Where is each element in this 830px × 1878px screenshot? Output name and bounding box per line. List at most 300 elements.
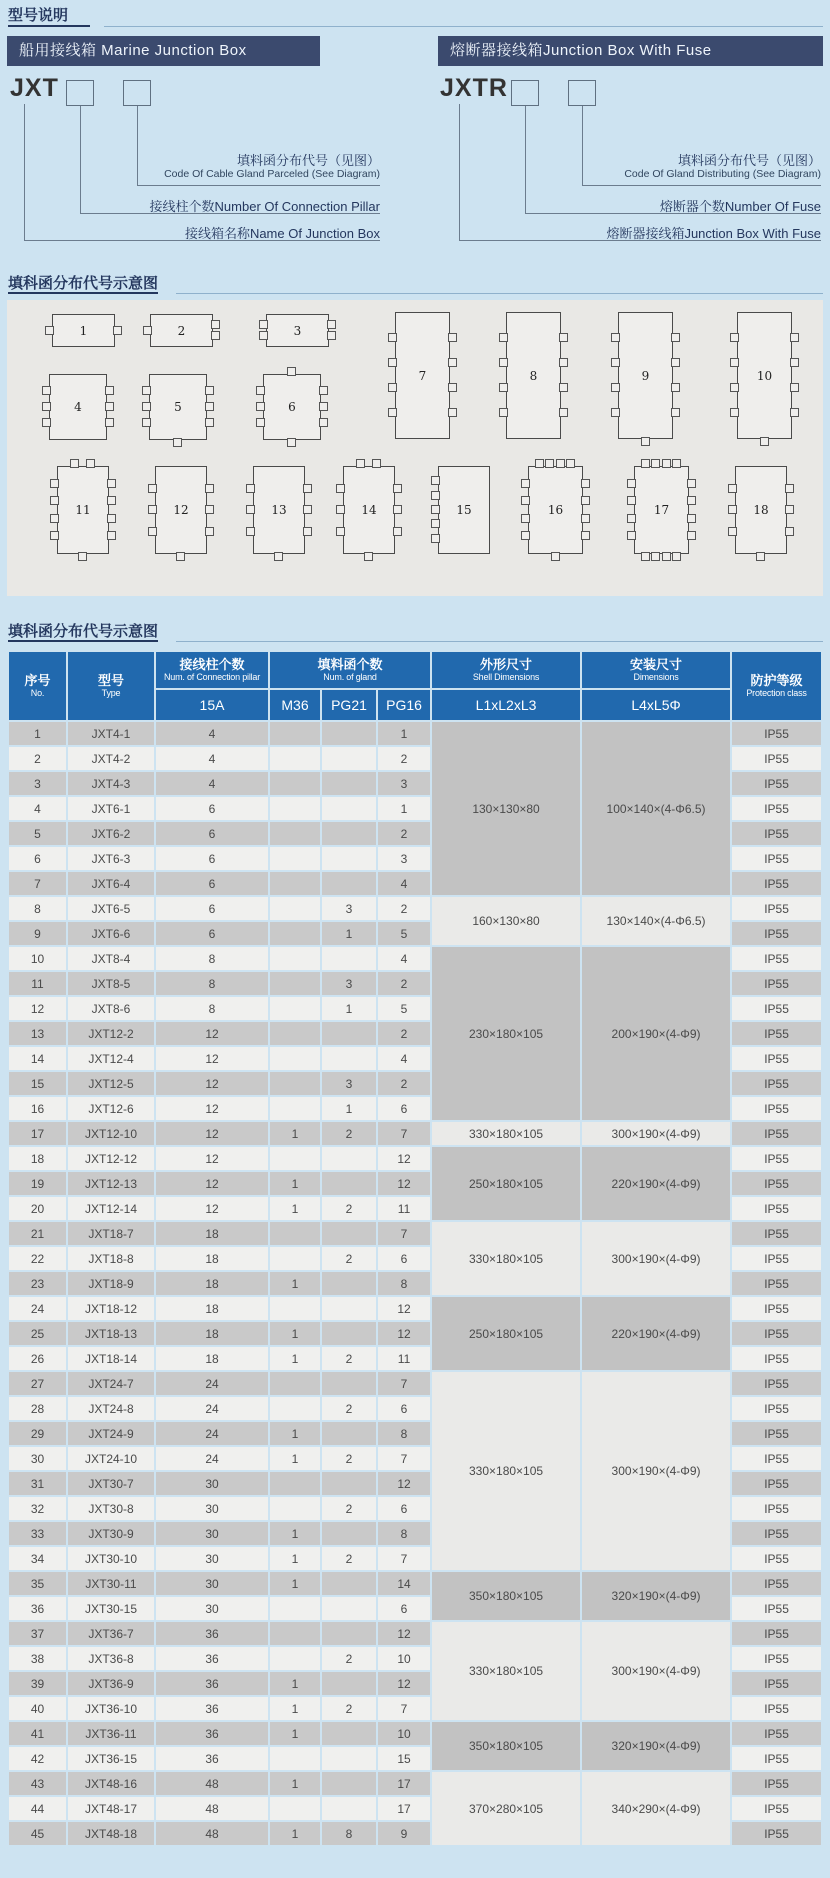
cell-no: 37: [9, 1622, 66, 1645]
gland-tab: [662, 459, 671, 468]
cell-m36: [270, 1622, 320, 1645]
gland-box-number: 10: [756, 368, 773, 383]
cell-m36: [270, 1247, 320, 1270]
cell-no: 6: [9, 847, 66, 870]
cell-protection-class: IP55: [732, 1672, 821, 1695]
gland-tab: [641, 459, 650, 468]
gland-box-18: [735, 466, 787, 554]
gland-tab: [50, 496, 59, 505]
gland-tab: [556, 459, 565, 468]
gland-tab: [790, 358, 799, 367]
cell-pg21: 1: [322, 997, 376, 1020]
cell-pg16: 1: [378, 797, 430, 820]
cell-protection-class: IP55: [732, 1572, 821, 1595]
cell-pg16: 4: [378, 1047, 430, 1070]
col-header-pillar: [156, 652, 268, 688]
section-title-gland-diagram: 填科函分布代号示意图: [8, 275, 159, 292]
gland-tab: [687, 479, 696, 488]
cell-15a: 18: [156, 1347, 268, 1370]
cell-pg21: [322, 872, 376, 895]
cell-m36: [270, 1397, 320, 1420]
cell-no: 33: [9, 1522, 66, 1545]
cell-pg21: [322, 1597, 376, 1620]
gland-tab: [448, 408, 457, 417]
cell-no: 40: [9, 1697, 66, 1720]
cell-pg16: 11: [378, 1197, 430, 1220]
gland-tab: [303, 505, 312, 514]
cell-15a: 24: [156, 1422, 268, 1445]
cell-no: 39: [9, 1672, 66, 1695]
cell-pg16: 7: [378, 1122, 430, 1145]
gland-tab: [259, 320, 268, 329]
cell-shell-dimensions: 230×180×105: [432, 947, 580, 1120]
cell-no: 18: [9, 1147, 66, 1170]
cell-protection-class: IP55: [732, 1222, 821, 1245]
cell-type: JXT12-2: [68, 1022, 154, 1045]
subheader-pg16: PG16: [378, 690, 430, 720]
gland-tab: [651, 459, 660, 468]
cell-pg16: 12: [378, 1297, 430, 1320]
gland-tab: [687, 531, 696, 540]
cell-m36: [270, 822, 320, 845]
cell-no: 14: [9, 1047, 66, 1070]
label-box-name: 熔断器接线箱Junction Box With Fuse: [606, 226, 821, 241]
cell-15a: 18: [156, 1272, 268, 1295]
gland-tab: [662, 552, 671, 561]
cell-protection-class: IP55: [732, 1122, 821, 1145]
gland-tab: [50, 531, 59, 540]
cell-protection-class: IP55: [732, 1147, 821, 1170]
gland-tab: [790, 333, 799, 342]
cell-15a: 6: [156, 872, 268, 895]
cell-m36: [270, 1097, 320, 1120]
table-row: [9, 1622, 821, 1645]
section-title-spec-table: 填科函分布代号示意图: [8, 623, 159, 640]
cell-type: JXT8-5: [68, 972, 154, 995]
gland-tab: [388, 333, 397, 342]
gland-tab: [672, 459, 681, 468]
cell-type: JXT36-11: [68, 1722, 154, 1745]
cell-protection-class: IP55: [732, 1097, 821, 1120]
col-header-shell-en: Shell Dimensions: [472, 672, 540, 682]
gland-tab: [356, 459, 365, 468]
cell-15a: 4: [156, 772, 268, 795]
gland-box-number: 4: [74, 400, 82, 414]
cell-shell-dimensions: 330×180×105: [432, 1222, 580, 1295]
cell-shell-dimensions: 350×180×105: [432, 1722, 580, 1770]
cell-mounting-dimensions: 340×290×(4-Φ9): [582, 1772, 730, 1845]
gland-tab: [627, 479, 636, 488]
cell-m36: [270, 1047, 320, 1070]
gland-tab: [431, 491, 440, 500]
gland-box-8: [506, 312, 561, 439]
cell-no: 25: [9, 1322, 66, 1345]
gland-tab: [393, 527, 402, 536]
gland-tab: [259, 331, 268, 340]
cell-shell-dimensions: 370×280×105: [432, 1772, 580, 1845]
cell-pg16: 10: [378, 1722, 430, 1745]
cell-type: JXT48-16: [68, 1772, 154, 1795]
gland-tab: [671, 358, 680, 367]
gland-tab: [256, 418, 265, 427]
cell-m36: [270, 1372, 320, 1395]
cell-type: JXT12-5: [68, 1072, 154, 1095]
cell-mounting-dimensions: 100×140×(4-Φ6.5): [582, 722, 730, 895]
label-gland-code-cn: 填料函分布代号（见图）: [677, 153, 821, 168]
cell-pg16: 12: [378, 1147, 430, 1170]
cell-no: 21: [9, 1222, 66, 1245]
cell-type: JXT24-10: [68, 1447, 154, 1470]
gland-tab: [728, 527, 737, 536]
cell-pg21: 3: [322, 972, 376, 995]
cell-pg21: [322, 1747, 376, 1770]
gland-tab: [364, 552, 373, 561]
gland-tab: [105, 402, 114, 411]
cell-mounting-dimensions: 300×190×(4-Φ9): [582, 1372, 730, 1570]
cell-pg16: 7: [378, 1447, 430, 1470]
label-gland-code-en: Code Of Gland Distributing (See Diagram): [624, 168, 821, 180]
col-header-gland: [270, 652, 430, 688]
gland-tab: [499, 358, 508, 367]
gland-tab: [790, 408, 799, 417]
gland-tab: [303, 484, 312, 493]
col-header-no-cn: 序号: [24, 673, 51, 688]
cell-pg21: [322, 1147, 376, 1170]
cell-type: JXT30-11: [68, 1572, 154, 1595]
gland-tab: [107, 531, 116, 540]
cell-pg21: 2: [322, 1447, 376, 1470]
table-row: [9, 1772, 821, 1795]
cell-no: 44: [9, 1797, 66, 1820]
cell-pg21: 3: [322, 1072, 376, 1095]
gland-tab: [448, 358, 457, 367]
cell-pg16: 12: [378, 1472, 430, 1495]
cell-type: JXT18-14: [68, 1347, 154, 1370]
gland-tab: [651, 552, 660, 561]
cell-pg21: 2: [322, 1397, 376, 1420]
cell-m36: [270, 972, 320, 995]
cell-15a: 8: [156, 997, 268, 1020]
cell-m36: [270, 1797, 320, 1820]
cell-m36: [270, 1597, 320, 1620]
col-header-shell: [432, 652, 580, 688]
cell-pg21: [322, 772, 376, 795]
gland-tab: [641, 437, 650, 446]
cell-15a: 36: [156, 1672, 268, 1695]
gland-box-13: [253, 466, 305, 554]
cell-mounting-dimensions: 300×190×(4-Φ9): [582, 1122, 730, 1145]
col-header-gland-en: Num. of gland: [323, 672, 377, 682]
gland-box-14: [343, 466, 395, 554]
cell-no: 31: [9, 1472, 66, 1495]
cell-15a: 36: [156, 1622, 268, 1645]
cell-shell-dimensions: 250×180×105: [432, 1147, 580, 1220]
gland-tab: [303, 527, 312, 536]
cell-protection-class: IP55: [732, 1522, 821, 1545]
cell-mounting-dimensions: 220×190×(4-Φ9): [582, 1147, 730, 1220]
cell-15a: 18: [156, 1222, 268, 1245]
cell-15a: 30: [156, 1597, 268, 1620]
gland-tab: [687, 514, 696, 523]
subheader-l1l2l3: L1xL2xL3: [432, 690, 580, 720]
cell-pg21: [322, 1797, 376, 1820]
gland-tab: [42, 418, 51, 427]
cell-m36: [270, 1072, 320, 1095]
cell-pg21: [322, 1047, 376, 1070]
cell-pg16: 6: [378, 1597, 430, 1620]
cell-pg16: 8: [378, 1422, 430, 1445]
cell-no: 2: [9, 747, 66, 770]
cell-m36: 1: [270, 1547, 320, 1570]
spec-table-head: [9, 652, 821, 720]
cell-15a: 30: [156, 1572, 268, 1595]
cell-type: JXT4-1: [68, 722, 154, 745]
cell-type: JXT8-6: [68, 997, 154, 1020]
cell-protection-class: IP55: [732, 997, 821, 1020]
cell-15a: 18: [156, 1247, 268, 1270]
cell-pg16: 15: [378, 1747, 430, 1770]
cell-type: JXT24-7: [68, 1372, 154, 1395]
cell-m36: [270, 847, 320, 870]
cell-pg21: 8: [322, 1822, 376, 1845]
cell-pg16: 2: [378, 1022, 430, 1045]
cell-protection-class: IP55: [732, 947, 821, 970]
cell-mounting-dimensions: 200×190×(4-Φ9): [582, 947, 730, 1120]
col-header-no-en: No.: [30, 688, 45, 698]
cell-protection-class: IP55: [732, 1247, 821, 1270]
cell-type: JXT6-6: [68, 922, 154, 945]
cell-type: JXT18-8: [68, 1247, 154, 1270]
gland-tab: [730, 408, 739, 417]
cell-pg21: [322, 947, 376, 970]
cell-protection-class: IP55: [732, 1297, 821, 1320]
gland-tab: [785, 484, 794, 493]
gland-box-number: 11: [75, 503, 91, 517]
cell-pg21: [322, 1422, 376, 1445]
cell-pg21: [322, 1272, 376, 1295]
gland-tab: [42, 402, 51, 411]
gland-tab: [499, 333, 508, 342]
gland-tab: [336, 484, 345, 493]
gland-tab: [611, 333, 620, 342]
gland-tab: [319, 418, 328, 427]
gland-tab: [730, 358, 739, 367]
gland-tab: [559, 383, 568, 392]
cell-no: 20: [9, 1197, 66, 1220]
model-prefix-jxt: JXT: [10, 74, 59, 102]
label-pillar-count: 接线柱个数Number Of Connection Pillar: [149, 199, 380, 214]
gland-tab: [246, 505, 255, 514]
gland-tab: [431, 505, 440, 514]
gland-tab: [256, 386, 265, 395]
cell-no: 28: [9, 1397, 66, 1420]
cell-type: JXT4-3: [68, 772, 154, 795]
cell-no: 11: [9, 972, 66, 995]
cell-15a: 12: [156, 1022, 268, 1045]
cell-15a: 30: [156, 1522, 268, 1545]
cell-type: JXT12-12: [68, 1147, 154, 1170]
cell-shell-dimensions: 130×130×80: [432, 722, 580, 895]
gland-tab: [393, 505, 402, 514]
cell-no: 42: [9, 1747, 66, 1770]
gland-tab: [760, 437, 769, 446]
cell-protection-class: IP55: [732, 1047, 821, 1070]
cell-protection-class: IP55: [732, 1322, 821, 1345]
col-header-type-en: Type: [101, 688, 121, 698]
cell-pg16: 2: [378, 822, 430, 845]
cell-pg16: 7: [378, 1222, 430, 1245]
cell-m36: 1: [270, 1572, 320, 1595]
cell-m36: [270, 872, 320, 895]
cell-pg16: 2: [378, 972, 430, 995]
cell-m36: 1: [270, 1172, 320, 1195]
gland-tab: [581, 514, 590, 523]
cell-m36: [270, 997, 320, 1020]
cell-protection-class: IP55: [732, 1597, 821, 1620]
cell-pg16: 12: [378, 1172, 430, 1195]
cell-m36: 1: [270, 1822, 320, 1845]
cell-pg21: 1: [322, 1097, 376, 1120]
gland-tab: [551, 552, 560, 561]
subheader-m36: M36: [270, 690, 320, 720]
cell-15a: 30: [156, 1547, 268, 1570]
cell-15a: 30: [156, 1497, 268, 1520]
gland-box-5: [149, 374, 207, 440]
title-underline: [8, 25, 90, 27]
cell-15a: 12: [156, 1172, 268, 1195]
gland-tab: [611, 358, 620, 367]
cell-pg21: 1: [322, 922, 376, 945]
table-row: [9, 1572, 821, 1595]
gland-tab: [327, 320, 336, 329]
col-header-protection-cn: 防护等级: [750, 673, 803, 688]
title-rule: [176, 641, 823, 642]
gland-box-10: [737, 312, 792, 439]
gland-box-17: [634, 466, 689, 554]
gland-box-15: [438, 466, 490, 554]
cell-protection-class: IP55: [732, 972, 821, 995]
cell-15a: 6: [156, 847, 268, 870]
cell-no: 43: [9, 1772, 66, 1795]
cell-m36: [270, 1647, 320, 1670]
gland-tab: [730, 333, 739, 342]
gland-tab: [205, 484, 214, 493]
cell-type: JXT30-10: [68, 1547, 154, 1570]
gland-tab: [431, 534, 440, 543]
cell-15a: 24: [156, 1372, 268, 1395]
gland-tab: [107, 496, 116, 505]
cell-15a: 48: [156, 1772, 268, 1795]
cell-no: 30: [9, 1447, 66, 1470]
cell-pg16: 6: [378, 1097, 430, 1120]
cell-pg16: 7: [378, 1547, 430, 1570]
gland-tab: [448, 383, 457, 392]
cell-pg21: [322, 1772, 376, 1795]
cell-no: 1: [9, 722, 66, 745]
gland-tab: [545, 459, 554, 468]
cell-type: JXT12-4: [68, 1047, 154, 1070]
cell-no: 23: [9, 1272, 66, 1295]
gland-box-number: 15: [456, 503, 472, 517]
marine-junction-box-banner: 船用接线箱 Marine Junction Box: [7, 36, 320, 66]
cell-no: 5: [9, 822, 66, 845]
cell-protection-class: IP55: [732, 1447, 821, 1470]
cell-protection-class: IP55: [732, 1397, 821, 1420]
gland-tab: [581, 531, 590, 540]
connector-line: [24, 104, 25, 240]
gland-tab: [211, 320, 220, 329]
gland-tab: [319, 386, 328, 395]
gland-tab: [499, 383, 508, 392]
cell-protection-class: IP55: [732, 722, 821, 745]
model-prefix-jxtr: JXTR: [440, 74, 508, 102]
gland-tab: [672, 552, 681, 561]
gland-tab: [205, 418, 214, 427]
gland-box-number: 12: [173, 503, 189, 517]
cell-no: 9: [9, 922, 66, 945]
cell-protection-class: IP55: [732, 797, 821, 820]
gland-tab: [45, 326, 54, 335]
gland-tab: [581, 496, 590, 505]
gland-box-number: 14: [361, 503, 377, 517]
gland-tab: [521, 479, 530, 488]
gland-tab: [431, 519, 440, 528]
cell-pg16: 10: [378, 1647, 430, 1670]
code-box: [66, 80, 94, 106]
cell-pg21: [322, 747, 376, 770]
gland-tab: [113, 326, 122, 335]
connector-line: [525, 106, 526, 213]
gland-tab: [627, 496, 636, 505]
gland-box-2: [150, 314, 213, 347]
gland-tab: [388, 358, 397, 367]
cell-pg16: 8: [378, 1272, 430, 1295]
cell-m36: [270, 797, 320, 820]
table-row: [9, 1722, 821, 1745]
section-title-model-description: 型号说明: [8, 7, 69, 24]
gland-box-number: 8: [529, 368, 538, 383]
gland-tab: [785, 505, 794, 514]
gland-tab: [50, 514, 59, 523]
gland-box-9: [618, 312, 673, 439]
gland-tab: [327, 331, 336, 340]
cell-m36: 1: [270, 1672, 320, 1695]
fuse-junction-box-banner: 熔断器接线箱Junction Box With Fuse: [438, 36, 823, 66]
gland-tab: [176, 552, 185, 561]
gland-box-number: 3: [293, 323, 302, 338]
cell-pg16: 6: [378, 1497, 430, 1520]
cell-m36: 1: [270, 1772, 320, 1795]
gland-tab: [205, 505, 214, 514]
cell-type: JXT30-8: [68, 1497, 154, 1520]
table-row: [9, 1372, 821, 1395]
gland-tab: [687, 496, 696, 505]
cell-m36: 1: [270, 1272, 320, 1295]
subheader-15a: 15A: [156, 690, 268, 720]
cell-no: 34: [9, 1547, 66, 1570]
cell-15a: 24: [156, 1397, 268, 1420]
gland-box-number: 7: [418, 368, 427, 383]
gland-tab: [388, 408, 397, 417]
gland-tab: [611, 408, 620, 417]
cell-pg21: [322, 1572, 376, 1595]
gland-tab: [336, 527, 345, 536]
cell-15a: 12: [156, 1197, 268, 1220]
cell-pg21: [322, 1172, 376, 1195]
gland-box-12: [155, 466, 207, 554]
cell-no: 16: [9, 1097, 66, 1120]
col-header-protection: [732, 652, 821, 720]
